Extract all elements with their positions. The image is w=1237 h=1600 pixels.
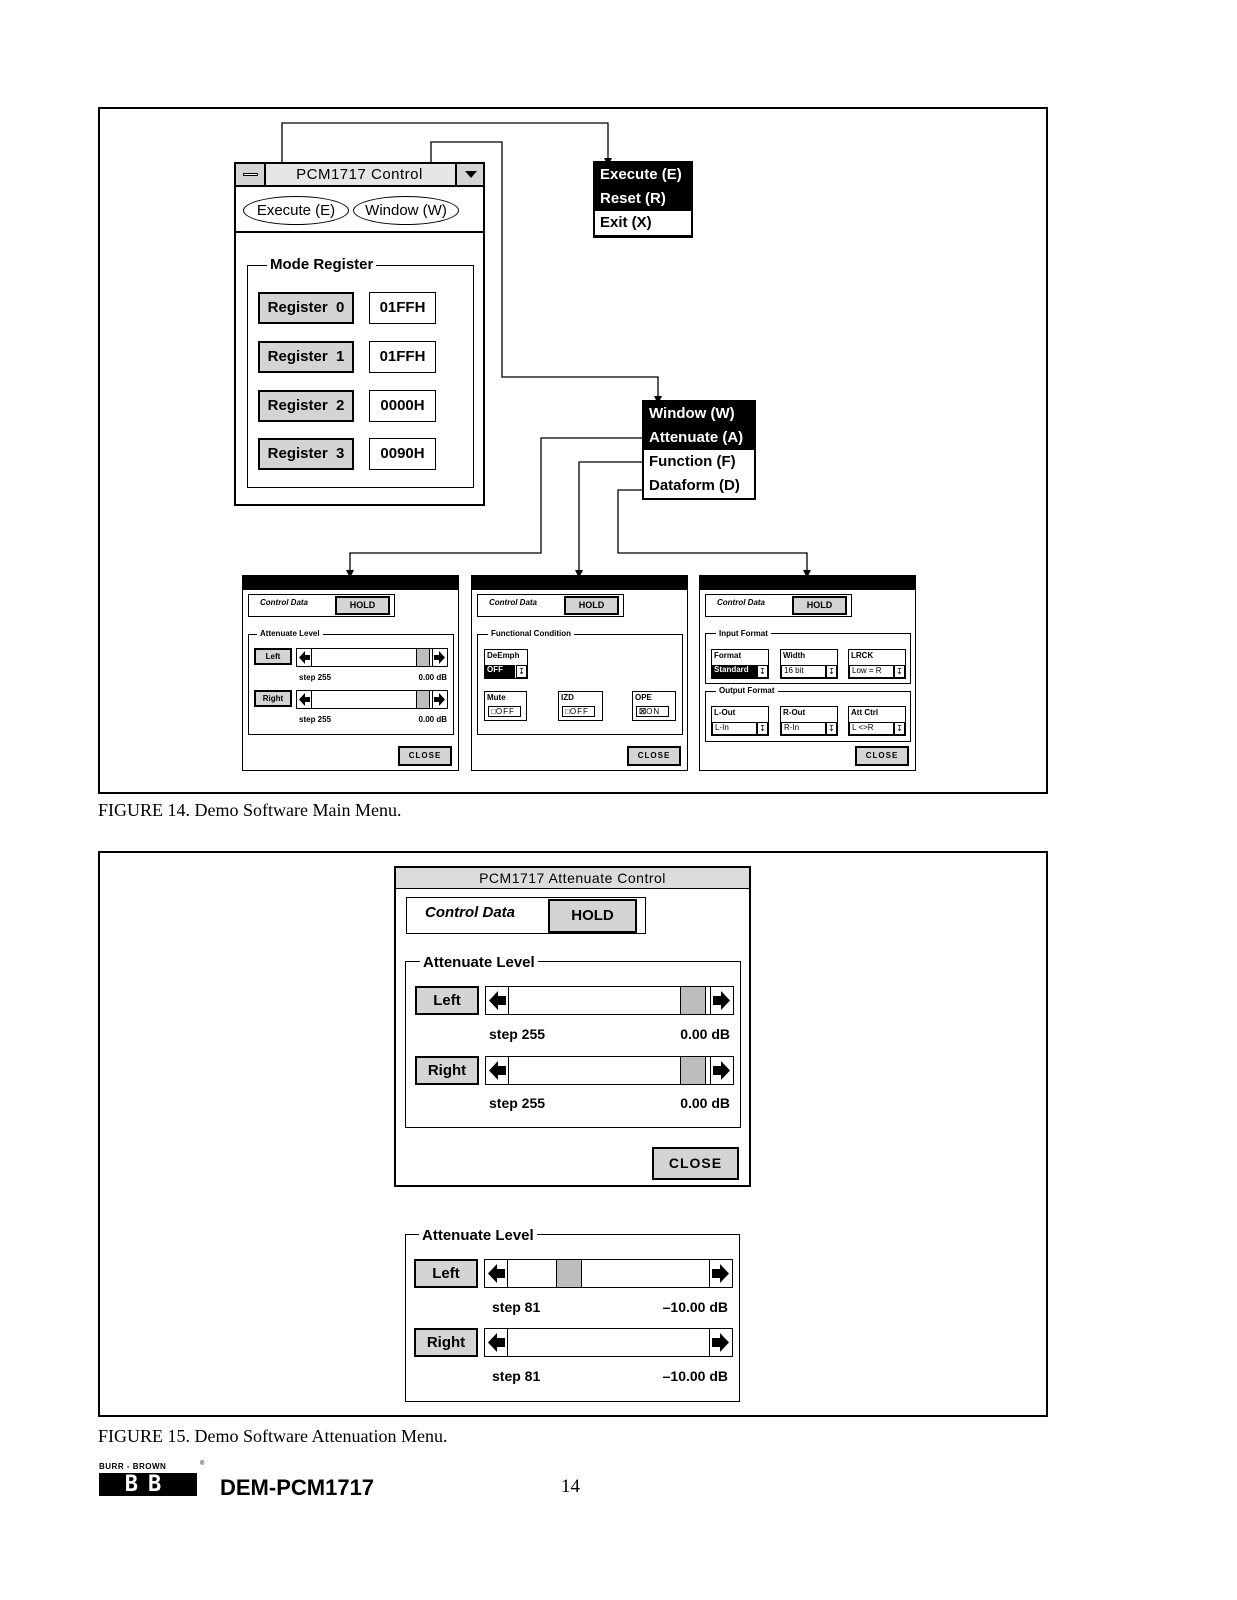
registered-icon: ® [200,1461,205,1467]
width-label: Width [783,651,806,660]
izd-label: IZD [561,693,574,702]
ope-checkbox[interactable]: ☒ON [636,706,669,717]
mute-value: OFF [495,707,515,716]
control-data-label: Control Data [260,598,308,607]
attenuate-level-label: Attenuate Level [420,954,538,971]
deemph-label: DeEmph [487,651,520,660]
format-value[interactable]: Standard [712,665,757,678]
attctrl-label: Att Ctrl [851,708,879,717]
mute-label: Mute [487,693,506,702]
menu-item-execute[interactable]: Execute (E) [600,166,682,183]
ope-value: ON [646,707,661,716]
pcm1717-control-window [234,162,485,506]
left-db: 0.00 dB [418,673,447,682]
slider-thumb[interactable] [556,1260,582,1287]
mode-register-label: Mode Register [267,256,376,273]
dropdown-arrow-icon[interactable]: ↧ [757,722,768,735]
dropdown-arrow-icon[interactable]: ↧ [516,665,527,678]
left-db: –10.00 dB [662,1299,728,1315]
window-title: PCM1717 Control [296,166,423,183]
attenuate-level-label: Attenuate Level [257,629,323,638]
menu-item-reset[interactable]: Reset (R) [600,190,666,207]
right-arrow-icon[interactable] [432,649,447,666]
ope-control[interactable] [632,691,676,721]
format-label: Format [714,651,742,660]
right-slider[interactable] [484,1328,733,1357]
ope-label: OPE [635,693,652,702]
lrck-label: LRCK [851,651,874,660]
left-arrow-icon[interactable] [486,987,509,1014]
left-arrow-icon[interactable] [486,1057,509,1084]
left-step: step 255 [489,1026,546,1042]
hold-button[interactable]: HOLD [564,596,619,615]
left-slider[interactable] [485,986,734,1015]
figure-14-caption: FIGURE 14. Demo Software Main Menu. [98,800,402,820]
close-button[interactable]: CLOSE [855,746,909,766]
register-1-button[interactable]: Register 1 [258,341,354,373]
attenuate-panel-small [242,575,459,771]
lrck-control[interactable] [848,649,906,679]
execute-menu[interactable]: Execute (E) [243,196,349,225]
izd-value: OFF [569,707,589,716]
right-slider[interactable] [485,1056,734,1085]
input-format-label: Input Format [716,629,771,638]
left-arrow-icon[interactable] [485,1329,508,1356]
deemph-control[interactable] [484,649,528,679]
rout-label: R-Out [783,708,806,717]
right-step: step 255 [299,715,332,724]
izd-control[interactable] [558,691,603,721]
functional-condition-label: Functional Condition [488,629,574,638]
left-button[interactable]: Left [414,1259,478,1288]
menu-item-exit[interactable]: Exit (X) [595,211,691,235]
left-step: step 255 [299,673,332,682]
attenuate-level-example-label: Attenuate Level [419,1227,537,1244]
slider-thumb[interactable] [416,691,430,708]
slider-thumb[interactable] [680,1057,706,1084]
rout-value[interactable]: R-In [781,722,826,735]
menu-item-window[interactable]: Window (W) [649,405,735,422]
hold-button[interactable]: HOLD [548,899,637,933]
close-button[interactable]: CLOSE [652,1147,739,1180]
panel-title-bar [472,576,687,590]
hold-button[interactable]: HOLD [792,596,847,615]
register-1-value[interactable]: 01FFH [369,341,436,373]
right-arrow-icon[interactable] [709,1329,732,1356]
left-arrow-icon[interactable] [485,1260,508,1287]
lrck-value[interactable]: Low = R [849,665,894,678]
logo-text: BURR - BROWN [99,1462,167,1471]
logo-mark: BB [99,1473,197,1496]
right-step: step 255 [489,1095,546,1111]
izd-checkbox[interactable]: □OFF [562,706,595,717]
right-button[interactable]: Right [414,1328,478,1357]
dropdown-arrow-icon[interactable]: ↧ [826,722,837,735]
panel-title-bar [243,576,458,590]
slider-thumb[interactable] [416,649,430,666]
minimize-arrow-icon[interactable] [455,164,483,185]
right-db: 0.00 dB [418,715,447,724]
dropdown-arrow-icon[interactable]: ↧ [894,665,905,678]
hold-button[interactable]: HOLD [335,596,390,615]
register-3-value[interactable]: 0090H [369,438,436,470]
menu-item-attenuate[interactable]: Attenuate (A) [649,429,744,446]
lout-label: L-Out [714,708,736,717]
right-button[interactable]: Right [254,690,292,707]
figure-15-caption: FIGURE 15. Demo Software Attenuation Menu. [98,1426,448,1446]
right-arrow-icon[interactable] [710,987,733,1014]
panel-title-bar [700,576,915,590]
menu-item-dataform[interactable]: Dataform (D) [644,474,754,498]
control-data-label: Control Data [717,598,765,607]
width-value[interactable]: 16 bit [781,665,826,678]
title-bar [236,164,483,187]
burr-brown-logo [99,1462,207,1498]
left-arrow-icon[interactable] [297,691,312,708]
window-dropdown [642,400,756,500]
left-slider[interactable] [296,648,448,667]
window-title: PCM1717 Attenuate Control [479,870,666,886]
mute-checkbox[interactable]: □OFF [488,706,521,717]
menu-bar [236,189,483,233]
right-arrow-icon[interactable] [710,1057,733,1084]
register-3-button[interactable]: Register 3 [258,438,354,470]
menu-item-function[interactable]: Function (F) [644,450,754,474]
rout-control[interactable] [780,706,838,736]
output-format-label: Output Format [716,686,778,695]
right-arrow-icon[interactable] [709,1260,732,1287]
lout-control[interactable] [711,706,769,736]
document-id: DEM-PCM1717 [220,1475,375,1500]
left-slider[interactable] [484,1259,733,1288]
dropdown-arrow-icon[interactable]: ↧ [826,665,837,678]
right-arrow-icon[interactable] [432,691,447,708]
left-button[interactable]: Left [254,648,292,665]
register-0-button[interactable]: Register 0 [258,292,354,324]
register-2-value[interactable]: 0000H [369,390,436,422]
deemph-value[interactable]: OFF [485,665,515,678]
control-data-label: Control Data [489,598,537,607]
format-control[interactable] [711,649,769,679]
close-button[interactable]: CLOSE [398,746,452,766]
right-button[interactable]: Right [415,1056,479,1085]
right-db: 0.00 dB [680,1095,730,1111]
dataform-panel [699,575,916,771]
attctrl-value[interactable]: L <>R [849,722,894,735]
window-menu[interactable]: Window (W) [353,196,459,225]
system-menu-icon[interactable] [236,164,266,185]
left-db: 0.00 dB [680,1026,730,1042]
dropdown-arrow-icon[interactable]: ↧ [757,665,768,678]
right-step: step 81 [492,1368,541,1384]
mute-control[interactable] [484,691,527,721]
slider-thumb[interactable] [680,987,706,1014]
attctrl-control[interactable] [848,706,906,736]
left-button[interactable]: Left [415,986,479,1015]
title-bar [396,868,749,889]
register-0-value[interactable]: 01FFH [369,292,436,324]
page-number: 14 [561,1476,580,1497]
control-data-label: Control Data [425,904,515,921]
left-arrow-icon[interactable] [297,649,312,666]
dropdown-arrow-icon[interactable]: ↧ [894,722,905,735]
right-slider[interactable] [296,690,448,709]
execute-dropdown [593,161,693,238]
left-step: step 81 [492,1299,541,1315]
function-panel [471,575,688,771]
close-button[interactable]: CLOSE [627,746,681,766]
register-2-button[interactable]: Register 2 [258,390,354,422]
lout-value[interactable]: L-In [712,722,757,735]
width-control[interactable] [780,649,838,679]
right-db: –10.00 dB [662,1368,728,1384]
attenuate-control-window [394,866,751,1187]
